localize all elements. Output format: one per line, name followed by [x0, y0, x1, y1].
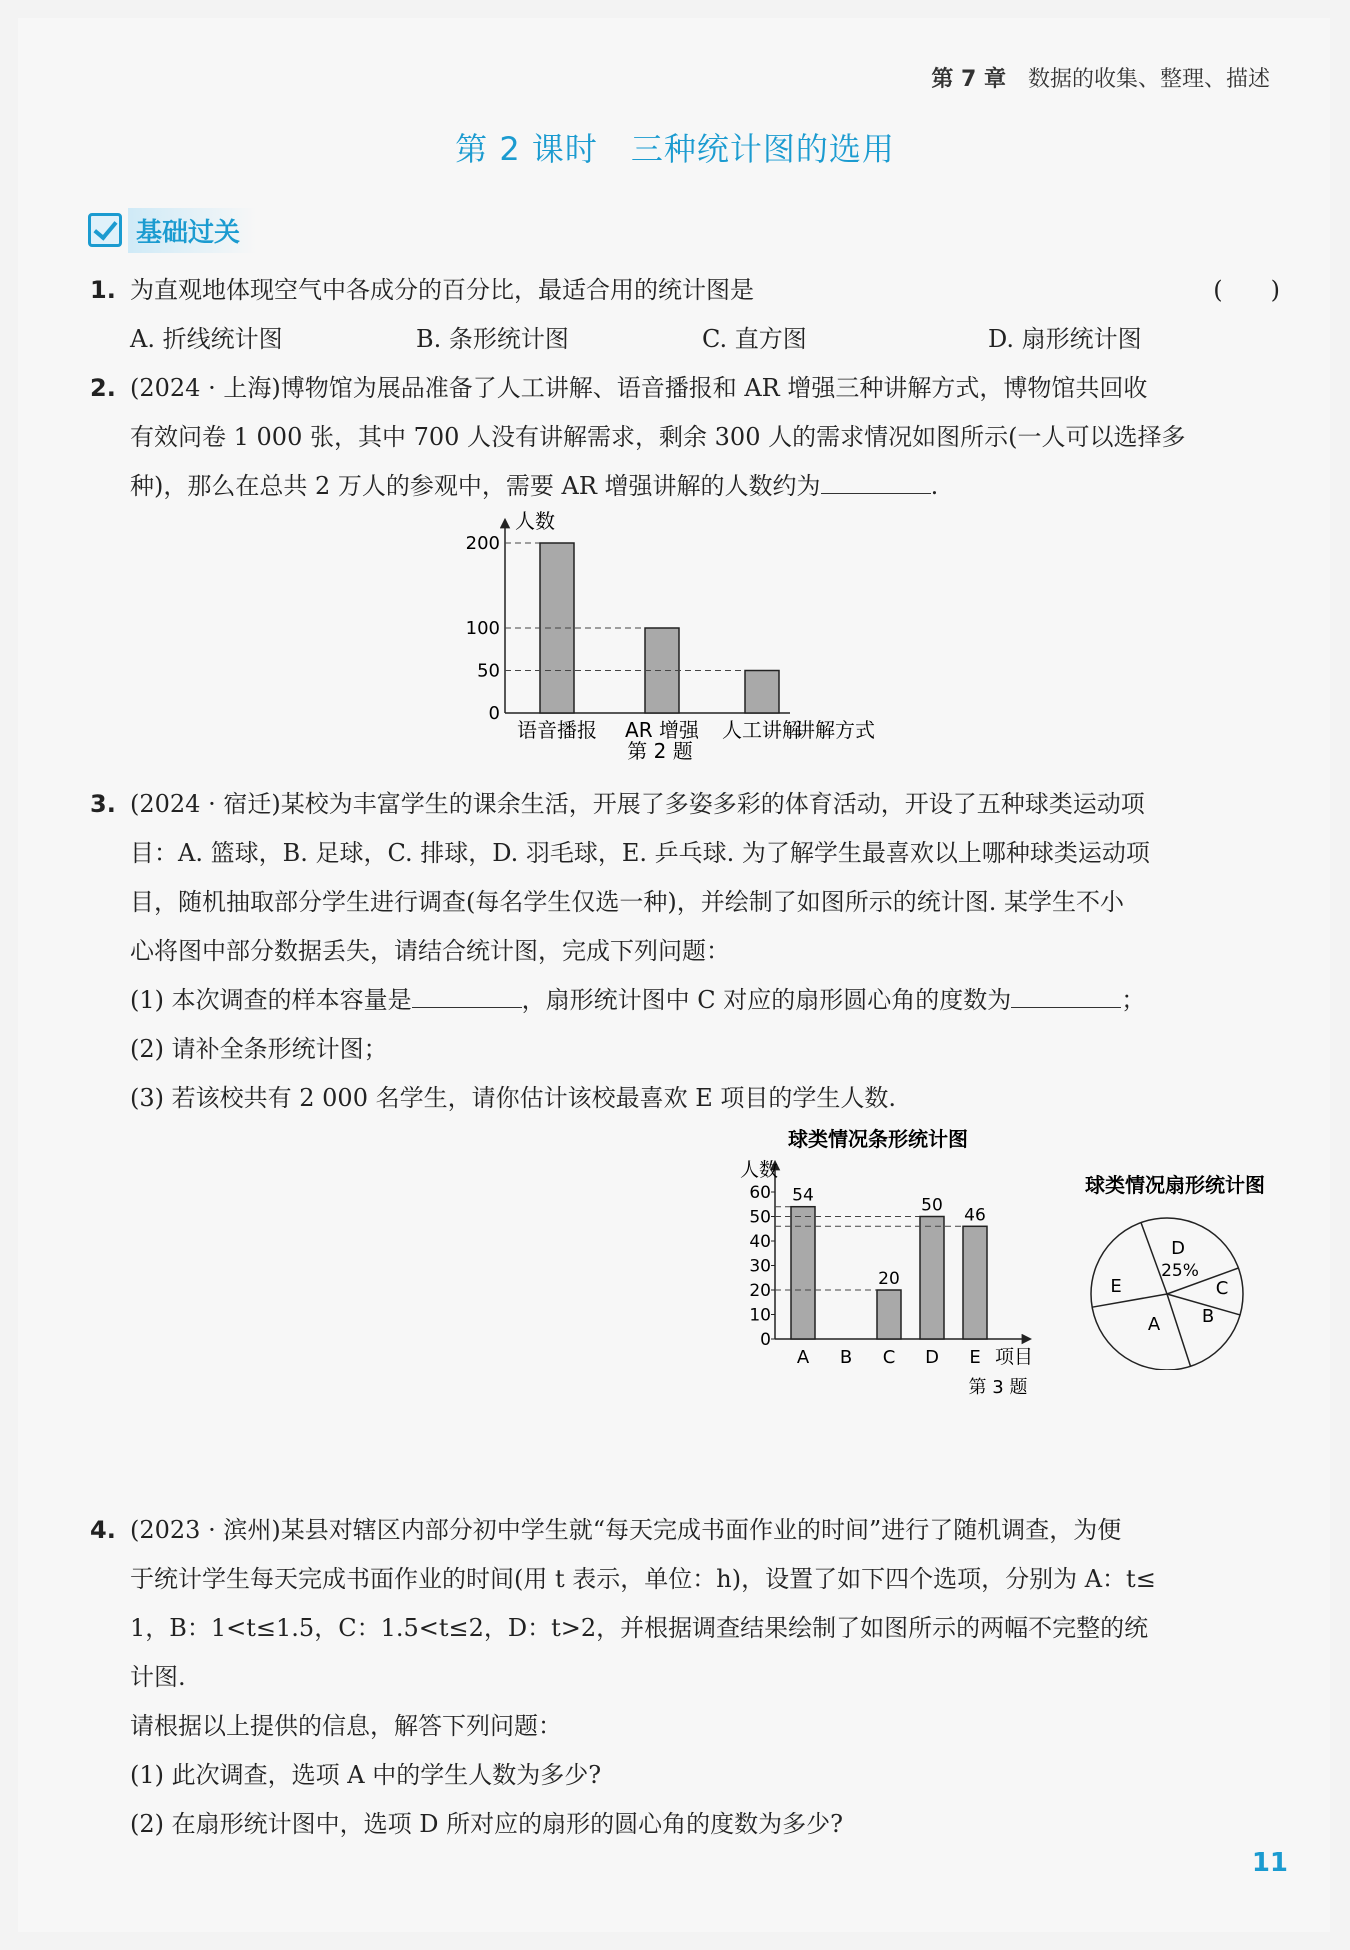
question-line: (1) 此次调查，选项 A 中的学生人数为多少? — [130, 1761, 602, 1789]
section-header — [88, 210, 256, 250]
data-label: 54 — [792, 1185, 814, 1206]
x-tick-label: 人工讲解 — [722, 718, 802, 742]
sub-question-1c: ； — [1121, 986, 1146, 1014]
q3-pie-chart — [1050, 1170, 1300, 1370]
question-number: 4. — [90, 1516, 116, 1544]
section-label: 基础过关 — [128, 208, 256, 253]
pie-slice-divider — [1141, 1223, 1167, 1294]
x-axis-label: 项目 — [995, 1346, 1034, 1368]
pie-slice-label: E — [1110, 1276, 1122, 1297]
y-tick-label: 100 — [465, 618, 500, 639]
pie-slice-divider — [1167, 1294, 1190, 1366]
options-row — [130, 315, 1280, 364]
question-line: (2024 · 上海)博物馆为展品准备了人工讲解、语音播报和 AR 增强三种讲解方式，博物馆共回收 — [130, 374, 1148, 402]
q3-bar-chart — [700, 1124, 1060, 1406]
question-line: (2024 · 宿迁)某校为丰富学生的课余生活，开展了多姿多彩的体育活动，开设了五种球类运动项 — [130, 790, 1145, 818]
x-tick-label: E — [969, 1347, 981, 1368]
figure-caption: 第 2 题 — [627, 739, 693, 763]
question-end: . — [930, 472, 939, 500]
question-line: 心将图中部分数据丢失，请结合统计图，完成下列问题： — [130, 937, 730, 965]
option-d: D. 扇形统计图 — [988, 325, 1142, 353]
answer-paren: ( ) — [1213, 276, 1280, 304]
x-tick-label: C — [882, 1347, 896, 1368]
bar — [791, 1207, 815, 1339]
answer-blank[interactable] — [821, 467, 931, 494]
x-tick-label: AR 增强 — [625, 718, 699, 742]
chapter-title: 数据的收集、整理、描述 — [1027, 67, 1270, 92]
answer-blank[interactable] — [412, 981, 522, 1008]
chart-title: 球类情况条形统计图 — [788, 1127, 968, 1151]
question-stem: 为直观地体现空气中各成分的百分比，最适合用的统计图是 — [130, 276, 754, 304]
pie-slice-label: D — [1171, 1238, 1185, 1259]
y-tick-label: 200 — [465, 533, 500, 554]
y-tick-label: 50 — [477, 660, 500, 682]
question-number: 3. — [90, 790, 116, 818]
question-number: 1. — [90, 276, 116, 304]
sub-question-1b: ，扇形统计图中 C 对应的扇形圆心角的度数为 — [521, 986, 1012, 1014]
data-label: 50 — [921, 1195, 943, 1216]
option-c: C. 直方图 — [702, 325, 807, 353]
y-tick-label: 40 — [749, 1232, 771, 1252]
data-label: 20 — [878, 1269, 900, 1289]
y-tick-label: 20 — [749, 1281, 771, 1301]
question-1 — [90, 266, 1280, 364]
y-tick-label: 0 — [760, 1330, 771, 1350]
x-tick-label: B — [839, 1347, 853, 1368]
question-line: 有效问卷 1 000 张，其中 700 人没有讲解需求，剩余 300 人的需求情况如图所示(一人可以选择多 — [130, 423, 1186, 451]
question-number: 2. — [90, 374, 116, 402]
y-tick-label: 30 — [749, 1256, 771, 1277]
sub-question-1a: (1) 本次调查的样本容量是 — [130, 986, 412, 1014]
question-line: (2023 · 滨州)某县对辖区内部分初中学生就“每天完成书面作业的时间”进行了随机调查，为便 — [130, 1516, 1122, 1544]
x-tick-label: 语音播报 — [517, 718, 597, 742]
x-tick-label: D — [925, 1347, 939, 1368]
pie-slice-label: C — [1215, 1278, 1229, 1299]
question-line: 计图. — [130, 1663, 186, 1691]
question-line: 于统计学生每天完成书面作业的时间(用 t 表示，单位：h)，设置了如下四个选项，分别为 A：t≤ — [130, 1565, 1156, 1593]
lesson-title: 第 2 课时 三种统计图的选用 — [455, 130, 895, 168]
chart-title: 球类情况扇形统计图 — [1085, 1173, 1265, 1197]
bar — [963, 1226, 987, 1339]
pie-slice-value: 25% — [1161, 1261, 1199, 1281]
y-tick-label: 50 — [749, 1207, 771, 1228]
option-b: B. 条形统计图 — [416, 325, 569, 353]
figure-caption: 第 3 题 — [968, 1377, 1028, 1398]
question-line: 种)，那么在总共 2 万人的参观中，需要 AR 增强讲解的人数约为 — [130, 472, 821, 500]
question-line: 目，随机抽取部分学生进行调查(每名学生仅选一种)，并绘制了如图所示的统计图. 某学生不小 — [130, 888, 1124, 916]
question-line: 目：A. 篮球，B. 足球，C. 排球，D. 羽毛球，E. 乒乓球. 为了解学生最喜欢以上哪种球类运动项 — [130, 839, 1150, 867]
chapter-header — [931, 62, 1270, 93]
y-tick-label: 0 — [488, 703, 500, 724]
bar — [920, 1217, 944, 1340]
checkbox-icon — [88, 213, 122, 247]
chapter-number: 第 7 章 — [931, 67, 1006, 92]
question-4 — [90, 1506, 1280, 1849]
question-line: 1，B：1<t≤1.5，C：1.5<t≤2，D：t>2，并根据调查结果绘制了如图所示的两幅不完整的统 — [130, 1614, 1149, 1642]
question-line: (2) 在扇形统计图中，选项 D 所对应的扇形的圆心角的度数为多少? — [130, 1810, 843, 1838]
page-number: 11 — [1251, 1848, 1288, 1878]
pie-slice-label: A — [1147, 1314, 1161, 1335]
question-3 — [90, 780, 1280, 1123]
x-tick-label: A — [796, 1347, 810, 1368]
pie-slice-label: B — [1201, 1306, 1215, 1327]
bar — [745, 671, 779, 714]
question-line: 请根据以上提供的信息，解答下列问题： — [130, 1712, 562, 1740]
bar — [877, 1290, 901, 1339]
pie-slice-divider — [1092, 1294, 1167, 1307]
y-axis-label: 人数 — [740, 1159, 779, 1181]
sub-question-3: (3) 若该校共有 2 000 名学生，请你估计该校最喜欢 E 项目的学生人数. — [130, 1084, 896, 1112]
data-label: 46 — [964, 1205, 986, 1226]
q2-bar-chart — [450, 508, 970, 778]
sub-question-2: (2) 请补全条形统计图； — [130, 1035, 388, 1063]
answer-blank[interactable] — [1011, 981, 1121, 1008]
option-a: A. 折线统计图 — [130, 325, 283, 353]
x-axis-label: 讲解方式 — [795, 718, 875, 742]
y-axis-label: 人数 — [515, 509, 555, 533]
question-2 — [90, 364, 1280, 511]
y-tick-label: 60 — [749, 1183, 771, 1203]
y-tick-label: 10 — [749, 1305, 771, 1326]
